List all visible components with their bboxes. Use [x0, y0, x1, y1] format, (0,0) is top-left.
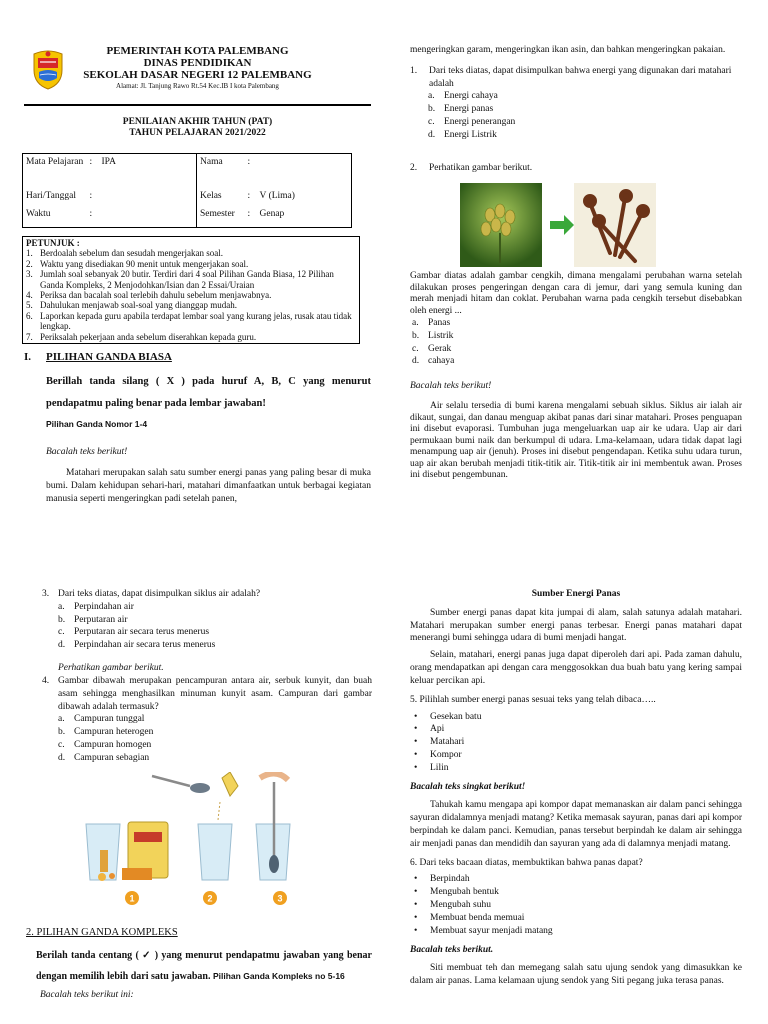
page-2	[0, 580, 768, 1024]
option-letter: d.	[412, 356, 420, 367]
option-letter: b.	[428, 104, 436, 115]
colon: :	[247, 157, 251, 167]
passage-paragraph: Tahukah kamu mengapa api kompor dapat memanaskan air dalam panci sehingga sayuran didalamnya menjadi matang? Ketika memasak sayuran, panas dari api kompor berpindah ke dalam panci. Kemudian, panas tersebut berpindah ke dalam air sehingga air menjadi panas dan mendidih dan sayuran yang ada di dalamnya menjadi matang.	[410, 800, 742, 849]
colon: :	[247, 208, 251, 219]
option[interactable]	[428, 103, 742, 116]
option-text: Gerak	[428, 343, 452, 354]
option[interactable]	[58, 626, 372, 639]
glass-3-icon	[256, 773, 290, 880]
option[interactable]	[428, 116, 742, 129]
option-letter: d.	[58, 752, 66, 763]
subject-value: IPA	[101, 157, 116, 167]
option[interactable]	[412, 343, 742, 356]
instruction-item: 3. Jumlah soal sebanyak 20 butir. Terdiri dari 4 soal Pilihan Ganda Biasa, 12 Pilihan Ganda Kompleks, 2 Menjodohkan/Isian dan 2 Essai/Uraian	[26, 269, 356, 290]
option[interactable]	[58, 601, 372, 614]
exam-title-line1: PENILAIAN AKHIR TAHUN (PAT)	[122, 117, 273, 127]
step-label: 2	[207, 893, 213, 904]
instructions-box	[22, 236, 360, 344]
date-value[interactable]	[99, 188, 197, 206]
q4-options	[58, 713, 372, 764]
read-prompt: Bacalah teks berikut.	[410, 944, 494, 955]
question-text: Perhatikan gambar berikut.	[429, 162, 533, 173]
question-text: Gambar dibawah merupakan pencampuran antara air, serbuk kunyit, dan buah asam sehingga menghasilkan minuman kunyit asam. Campuran dari gambar dibawah adalah termasuk?	[58, 675, 372, 712]
option-text: Energi cahaya	[444, 91, 498, 102]
subject-label: Mata Pelajaran	[26, 157, 84, 167]
exam-title	[24, 117, 371, 139]
checkbox-option[interactable]: • Gesekan batu	[410, 711, 742, 724]
school-address: Alamat: Jl. Tanjung Rawo Rt.54 Kec.IB I kota Palembang	[116, 82, 279, 90]
section-2	[26, 926, 372, 1002]
name-value[interactable]	[257, 154, 352, 188]
instruction-item: 5. Dahulukan menjawab soal-soal yang dianggap mudah.	[26, 300, 237, 311]
option[interactable]	[58, 614, 372, 627]
question-5: 5. Pilihlah sumber energi panas sesuai teks yang telah dibaca…..	[410, 694, 656, 705]
question-number: 2.	[410, 162, 418, 173]
question-1	[410, 65, 742, 91]
option-letter: a.	[428, 91, 435, 102]
instruction-text: Laporkan kepada guru apabila terdapat lembar soal yang kurang jelas, rusak atau tidak lengkap.	[40, 310, 352, 332]
clove-passage: Gambar diatas adalah gambar cengkih, dimana mengalami perubahan warna setelah dilakukan proses pengeringan dengan cara di jemur, dari yang semula kuning dan merah menjadi hitam dan coklat. Perubahan warna pada cengkih tersebut disebabkan oleh energi ...	[410, 271, 742, 316]
step-label: 3	[277, 893, 283, 904]
q5-options	[410, 711, 742, 775]
read-prompt: Bacalah teks berikut!	[410, 381, 492, 392]
school-name: SEKOLAH DASAR NEGERI 12 PALEMBANG	[83, 69, 312, 81]
right-column-top	[410, 44, 742, 175]
option-letter: a.	[412, 318, 419, 328]
colon: :	[247, 190, 251, 201]
checkbox-option[interactable]: • Matahari	[410, 736, 742, 749]
header-divider	[24, 104, 371, 106]
option-letter: c.	[412, 343, 419, 354]
instructions-list	[26, 248, 356, 342]
option-text: Energi penerangan	[444, 117, 516, 128]
option-text: Campuran heterogen	[74, 727, 154, 738]
option[interactable]	[412, 355, 742, 368]
clove-drying-image	[460, 183, 656, 267]
option-text: Energi Listrik	[444, 129, 497, 140]
section-instruction: Berillah tanda silang ( X ) pada huruf A, B, C yang menurut pendapatmu paling benar pada lembar jawaban!	[46, 375, 371, 409]
option-text: Energi panas	[444, 104, 494, 115]
time-value[interactable]	[99, 206, 197, 228]
option-letter: c.	[58, 739, 65, 750]
colon: :	[89, 157, 93, 167]
read-prompt: Bacalah teks singkat berikut!	[410, 781, 526, 792]
section-1	[24, 350, 371, 506]
option-letter: d.	[58, 640, 66, 651]
section-title: PILIHAN GANDA BIASA	[46, 351, 172, 363]
q6-options	[410, 873, 742, 937]
instruction-item: 7. Periksalah pekerjaan anda sebelum diserahkan kepada guru.	[26, 331, 257, 342]
mixing-illustration	[80, 772, 300, 906]
section-subtitle: Pilihan Ganda Nomor 1-4	[46, 418, 148, 429]
checkbox-option[interactable]: • Membuat benda memuai	[410, 912, 742, 925]
time-label: Waktu	[26, 208, 51, 219]
water-cycle-passage: Air selalu tersedia di bumi karena mengalami sebuah siklus. Siklus air ialah air dikaut, sungai, dan danau menguap akibat panas dari sinar matahari. Proses penguapan ini disebut evaporasi. Tumbuhan juga mengeluarkan uap air ke udara. Uap air dari permukaan bumi naik dan berkumpul di udara. Lma-kelamaan, udara tidak dapat lagi menampung uap air (jenuh). Proses ini disebut pengendapan. Ketika suhu udara turun, uap air akan berubah menjadi titik-titik air. Titik-titik air ini membentuk awan. Proses ini disebut pengembunan.	[410, 401, 742, 481]
option-letter: a.	[58, 601, 65, 612]
instruction-text: Jumlah soal sebanyak 20 butir. Terdiri dari 4 soal Pilihan Ganda Biasa, 12 Pilihan Ganda Kompleks, 2 Menjodohkan/Isian dan 2 Essai/Uraian	[40, 269, 334, 290]
option-text: Perputaran air secara terus menerus	[74, 627, 210, 638]
passage-paragraph: Selain, matahari, energi panas juga dapat diperoleh dari api. Pada zaman dahulu, orang mendapatkan api dengan cara menggosokkan dua buah batu yang kering sampai keluar percikan api.	[410, 650, 742, 686]
option-text: Perpindahan air secara terus menerus	[74, 640, 216, 651]
instruction-item: 4. Periksa dan bacalah soal terlebih dahulu sebelum menjawabnya.	[26, 290, 272, 301]
checkbox-option[interactable]: • Lilin	[410, 762, 742, 775]
student-info-table	[22, 153, 352, 228]
look-prompt: Perhatikan gambar berikut.	[58, 663, 164, 674]
instruction-main: Berilah tanda centang ( ✓ ) yang menurut pendapatmu jawaban yang benar dengan memilih lebih dari satu jawaban.	[36, 950, 372, 983]
option[interactable]	[58, 713, 372, 726]
checkbox-option[interactable]: • Membuat sayur menjadi matang	[410, 925, 742, 938]
option-text: Campuran sebagian	[74, 752, 150, 763]
gov-name: PEMERINTAH KOTA PALEMBANG	[106, 45, 289, 57]
option[interactable]	[412, 317, 742, 330]
question-6: 6. Dari teks bacaan diatas, membuktikan bahwa panas dapat?	[410, 857, 643, 868]
section-title: 2. PILIHAN GANDA KOMPLEKS	[26, 927, 178, 938]
option-text: Campuran homogen	[74, 739, 152, 750]
question-number: 3.	[42, 589, 50, 599]
instruction-sub: Pilihan Ganda Kompleks no 5-16	[212, 971, 345, 982]
instruction-item: 2. Waktu yang disediakan 90 menit untuk mengerjakan soal.	[26, 258, 249, 269]
question-text: Dari teks diatas, dapat disimpulkan siklus air adalah?	[58, 589, 261, 599]
passage-paragraph: Sumber energi panas dapat kita jumpai di alam, salah satunya adalah matahari. Matahari merupakan sumber energi panas terbesar. Energi panas matahari dapat menerangi bumi sehingga udara di bumi menjadi hangat.	[410, 607, 742, 644]
exam-title-line2: TAHUN PELAJARAN 2021/2022	[129, 128, 266, 138]
instruction-text: Dahulukan menjawab soal-soal yang dianggap mudah.	[40, 300, 237, 311]
passage-paragraph: Siti membuat teh dan memegang salah satu ujung sendok yang dimasukkan ke dalam air panas. Lama kelamaan ujung sendok yang Siti pegang juka terasa panas.	[410, 963, 742, 987]
instruction-item: 1. Berdoalah sebelum dan sesudah mengerjakan soal.	[26, 248, 223, 259]
class-label: Kelas	[197, 188, 245, 206]
read-prompt: Bacalah teks berikut ini:	[40, 990, 134, 1001]
question-text: Dari teks diatas, dapat disimpulkan bahwa energi yang digunakan dari matahari adalah	[429, 65, 732, 89]
option[interactable]	[58, 726, 372, 739]
option[interactable]	[428, 129, 742, 142]
option-letter: a.	[58, 714, 65, 725]
instruction-text: Periksalah pekerjaan anda sebelum diserahkan kepada guru.	[40, 331, 257, 342]
instruction-text: Periksa dan bacalah soal terlebih dahulu sebelum menjawabnya.	[40, 290, 272, 301]
q3-options	[58, 601, 372, 652]
step-label: 1	[129, 893, 135, 904]
option-letter: d.	[428, 129, 436, 140]
question-number: 1.	[410, 65, 418, 76]
option[interactable]	[58, 639, 372, 652]
checkbox-option[interactable]: • Mengubah bentuk	[410, 886, 742, 899]
option-letter: c.	[58, 627, 65, 638]
instruction-text: Waktu yang disediakan 90 menit untuk mengerjakan soal.	[40, 258, 249, 269]
right-column-mid	[410, 271, 742, 482]
option-letter: b.	[412, 330, 420, 341]
school-header	[60, 45, 335, 91]
instructions-title: PETUNJUK :	[26, 238, 80, 248]
colon: :	[89, 190, 93, 201]
question-2	[410, 162, 742, 175]
passage-text: Matahari merupakan salah satu sumber energi panas yang paling besar di muka bumi. Dalam kehidupan sehari-hari, matahari dimanfaatkan untuk berbagai kegiatan manusia seperti mengeringkan padi setelah panen,	[46, 468, 371, 504]
turmeric-packet-icon	[122, 822, 168, 880]
option-letter: b.	[58, 614, 66, 625]
glass-1-icon	[86, 824, 120, 881]
name-label: Nama	[197, 154, 245, 188]
read-prompt: Bacalah teks berikut!	[46, 447, 128, 458]
option-letter: c.	[428, 117, 435, 128]
semester-label: Semester	[197, 206, 245, 228]
spoon-icon	[152, 776, 210, 793]
option[interactable]	[58, 752, 372, 765]
option[interactable]	[58, 739, 372, 752]
question-number: 4.	[42, 675, 50, 686]
checkbox-option[interactable]: • Mengubah suhu	[410, 899, 742, 912]
passage-continuation: mengeringkan garam, mengeringkan ikan asin, dan bahkan mengeringkan pakaian.	[410, 45, 726, 55]
option-text: Campuran tunggal	[74, 714, 145, 725]
option-text: cahaya	[428, 356, 455, 367]
option[interactable]	[428, 90, 742, 103]
checkbox-option[interactable]: • Api	[410, 723, 742, 736]
dept-name: DINAS PENDIDIKAN	[143, 57, 252, 69]
option-text: Perpindahan air	[74, 601, 134, 612]
instruction-text: Berdoalah sebelum dan sesudah mengerjakan soal.	[40, 248, 223, 259]
date-label: Hari/Tanggal	[26, 190, 76, 201]
left-column-bottom	[42, 588, 372, 765]
option-letter: b.	[58, 727, 66, 738]
option-text: Panas	[428, 318, 451, 328]
right-column-bottom	[410, 588, 742, 988]
checkbox-option[interactable]: • Kompor	[410, 749, 742, 762]
class-value: V (Lima)	[259, 190, 295, 201]
question-3	[42, 588, 372, 601]
section-instruction	[36, 946, 372, 987]
section-number: I.	[24, 351, 32, 363]
instruction-item: 6. Laporkan kepada guru apabila terdapat lembar soal yang kurang jelas, rusak atau tidak lengkap.	[26, 311, 356, 332]
passage-title: Sumber Energi Panas	[531, 589, 621, 599]
q2-options	[412, 317, 742, 368]
q1-options	[428, 90, 742, 141]
colon: :	[89, 208, 93, 219]
option-text: Listrik	[428, 330, 454, 341]
question-4	[42, 675, 372, 713]
checkbox-option[interactable]: • Berpindah	[410, 873, 742, 886]
option-text: Perputaran air	[74, 614, 128, 625]
semester-value: Genap	[259, 208, 285, 219]
option[interactable]	[412, 330, 742, 343]
